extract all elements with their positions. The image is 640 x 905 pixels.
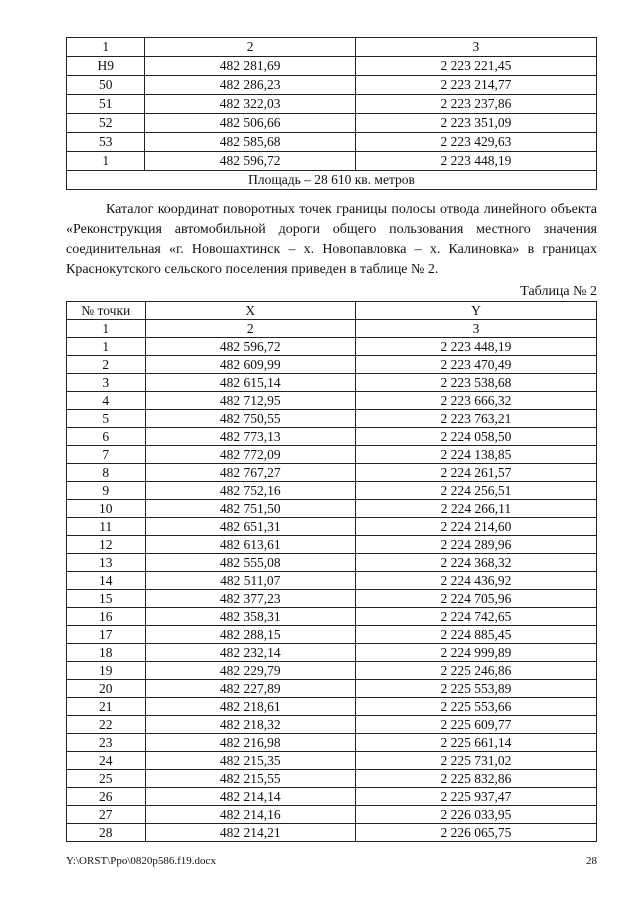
y-coordinate-cell: 2 225 609,77	[355, 716, 596, 734]
header-cell: 2	[145, 38, 355, 57]
point-number-cell: 7	[67, 446, 146, 464]
point-number-cell: 15	[67, 590, 146, 608]
y-coordinate-cell: 2 224 261,57	[355, 464, 596, 482]
y-coordinate-cell: 2 224 999,89	[355, 644, 596, 662]
table-row	[67, 374, 597, 392]
page-number: 28	[586, 855, 597, 867]
y-coordinate-cell: 2 223 237,86	[355, 95, 596, 114]
point-number-cell: 27	[67, 806, 146, 824]
point-number-cell: 8	[67, 464, 146, 482]
point-number-cell: 16	[67, 608, 146, 626]
table-row	[67, 554, 597, 572]
y-coordinate-cell: 2 223 214,77	[355, 76, 596, 95]
x-coordinate-cell: 482 358,31	[145, 608, 355, 626]
table-row	[67, 338, 597, 356]
point-number-cell: 10	[67, 500, 146, 518]
x-coordinate-cell: 482 506,66	[145, 114, 355, 133]
x-coordinate-cell: 482 772,09	[145, 446, 355, 464]
table-row	[67, 698, 597, 716]
x-coordinate-cell: 482 216,98	[145, 734, 355, 752]
table-header-row	[67, 38, 597, 57]
x-coordinate-cell: 482 712,95	[145, 392, 355, 410]
table-row	[67, 518, 597, 536]
table-row	[67, 788, 597, 806]
table-row	[67, 95, 597, 114]
point-number-cell: 25	[67, 770, 146, 788]
x-coordinate-cell: 482 585,68	[145, 133, 355, 152]
point-number-cell: 18	[67, 644, 146, 662]
x-coordinate-cell: 482 609,99	[145, 356, 355, 374]
x-coordinate-cell: 482 215,55	[145, 770, 355, 788]
x-coordinate-cell: 482 555,08	[145, 554, 355, 572]
table-row	[67, 114, 597, 133]
table-row	[67, 57, 597, 76]
point-number-cell: Н9	[67, 57, 145, 76]
point-number-cell: 19	[67, 662, 146, 680]
table-row	[67, 482, 597, 500]
y-coordinate-cell: 2 223 448,19	[355, 152, 596, 171]
point-number-cell: 52	[67, 114, 145, 133]
x-coordinate-cell: 482 596,72	[145, 152, 355, 171]
table-row	[67, 644, 597, 662]
table-row	[67, 626, 597, 644]
table-row	[67, 572, 597, 590]
table-row	[67, 152, 597, 171]
table-row	[67, 464, 597, 482]
point-number-cell: 11	[67, 518, 146, 536]
point-number-cell: 14	[67, 572, 146, 590]
point-number-cell: 1	[67, 338, 146, 356]
table-caption: Таблица № 2	[520, 284, 597, 299]
x-coordinate-cell: 482 651,31	[145, 518, 355, 536]
table-row	[67, 410, 597, 428]
y-coordinate-cell: 2 223 538,68	[355, 374, 596, 392]
table-row	[67, 680, 597, 698]
numbering-cell: 2	[145, 320, 355, 338]
y-coordinate-cell: 2 225 731,02	[355, 752, 596, 770]
x-coordinate-cell: 482 596,72	[145, 338, 355, 356]
table-row	[67, 770, 597, 788]
y-coordinate-cell: 2 225 832,86	[355, 770, 596, 788]
x-coordinate-cell: 482 751,50	[145, 500, 355, 518]
column-header-x: X	[145, 302, 355, 320]
table-row	[67, 662, 597, 680]
x-coordinate-cell: 482 218,61	[145, 698, 355, 716]
y-coordinate-cell: 2 224 256,51	[355, 482, 596, 500]
y-coordinate-cell: 2 224 266,11	[355, 500, 596, 518]
y-coordinate-cell: 2 224 058,50	[355, 428, 596, 446]
x-coordinate-cell: 482 288,15	[145, 626, 355, 644]
y-coordinate-cell: 2 224 138,85	[355, 446, 596, 464]
table-numbering-row	[67, 320, 597, 338]
point-number-cell: 51	[67, 95, 145, 114]
x-coordinate-cell: 482 215,35	[145, 752, 355, 770]
column-header-point: № точки	[67, 302, 146, 320]
y-coordinate-cell: 2 225 937,47	[355, 788, 596, 806]
x-coordinate-cell: 482 286,23	[145, 76, 355, 95]
numbering-cell: 3	[355, 320, 596, 338]
numbering-cell: 1	[67, 320, 146, 338]
x-coordinate-cell: 482 229,79	[145, 662, 355, 680]
table-row	[67, 824, 597, 842]
table-row	[67, 392, 597, 410]
y-coordinate-cell: 2 224 289,96	[355, 536, 596, 554]
y-coordinate-cell: 2 224 214,60	[355, 518, 596, 536]
y-coordinate-cell: 2 224 885,45	[355, 626, 596, 644]
x-coordinate-cell: 482 281,69	[145, 57, 355, 76]
y-coordinate-cell: 2 223 351,09	[355, 114, 596, 133]
x-coordinate-cell: 482 214,14	[145, 788, 355, 806]
y-coordinate-cell: 2 225 661,14	[355, 734, 596, 752]
point-number-cell: 24	[67, 752, 146, 770]
point-number-cell: 3	[67, 374, 146, 392]
point-number-cell: 21	[67, 698, 146, 716]
point-number-cell: 53	[67, 133, 145, 152]
y-coordinate-cell: 2 224 742,65	[355, 608, 596, 626]
x-coordinate-cell: 482 750,55	[145, 410, 355, 428]
point-number-cell: 12	[67, 536, 146, 554]
point-number-cell: 5	[67, 410, 146, 428]
table-row	[67, 76, 597, 95]
table-row	[67, 356, 597, 374]
coordinates-table-1	[66, 37, 597, 190]
y-coordinate-cell: 2 223 470,49	[355, 356, 596, 374]
y-coordinate-cell: 2 226 065,75	[355, 824, 596, 842]
column-header-y: Y	[355, 302, 596, 320]
x-coordinate-cell: 482 218,32	[145, 716, 355, 734]
point-number-cell: 4	[67, 392, 146, 410]
x-coordinate-cell: 482 227,89	[145, 680, 355, 698]
x-coordinate-cell: 482 613,61	[145, 536, 355, 554]
y-coordinate-cell: 2 225 246,86	[355, 662, 596, 680]
y-coordinate-cell: 2 224 368,32	[355, 554, 596, 572]
point-number-cell: 9	[67, 482, 146, 500]
y-coordinate-cell: 2 223 429,63	[355, 133, 596, 152]
x-coordinate-cell: 482 232,14	[145, 644, 355, 662]
table-row	[67, 716, 597, 734]
x-coordinate-cell: 482 773,13	[145, 428, 355, 446]
point-number-cell: 23	[67, 734, 146, 752]
footer-file-path: Y:\ORST\Ppo\0820p586.f19.docx	[66, 855, 216, 867]
table-row	[67, 536, 597, 554]
table-row	[67, 446, 597, 464]
point-number-cell: 20	[67, 680, 146, 698]
point-number-cell: 22	[67, 716, 146, 734]
y-coordinate-cell: 2 223 448,19	[355, 338, 596, 356]
table-row	[67, 428, 597, 446]
table-row	[67, 590, 597, 608]
table-row	[67, 806, 597, 824]
table-row	[67, 734, 597, 752]
point-number-cell: 50	[67, 76, 145, 95]
y-coordinate-cell: 2 224 436,92	[355, 572, 596, 590]
table-row	[67, 752, 597, 770]
point-number-cell: 13	[67, 554, 146, 572]
point-number-cell: 2	[67, 356, 146, 374]
x-coordinate-cell: 482 615,14	[145, 374, 355, 392]
point-number-cell: 1	[67, 152, 145, 171]
point-number-cell: 26	[67, 788, 146, 806]
coordinates-table-2	[66, 301, 597, 842]
table-row	[67, 133, 597, 152]
x-coordinate-cell: 482 214,21	[145, 824, 355, 842]
header-cell: 1	[67, 38, 145, 57]
x-coordinate-cell: 482 767,27	[145, 464, 355, 482]
x-coordinate-cell: 482 322,03	[145, 95, 355, 114]
y-coordinate-cell: 2 226 033,95	[355, 806, 596, 824]
point-number-cell: 17	[67, 626, 146, 644]
point-number-cell: 6	[67, 428, 146, 446]
table-header-row	[67, 302, 597, 320]
x-coordinate-cell: 482 214,16	[145, 806, 355, 824]
x-coordinate-cell: 482 752,16	[145, 482, 355, 500]
area-cell: Площадь – 28 610 кв. метров	[67, 171, 597, 190]
x-coordinate-cell: 482 377,23	[145, 590, 355, 608]
catalog-paragraph: Каталог координат поворотных точек границы полосы отвода линейного объекта «Реконструкция автомобильной дороги общего пользования местного значения соединительная «г. Новошахтинск – х. Новопавловка – х. Калиновка» в границах Краснокутского сельского поселения приведен в таблице № 2.	[66, 202, 597, 277]
x-coordinate-cell: 482 511,07	[145, 572, 355, 590]
header-cell: 3	[355, 38, 596, 57]
y-coordinate-cell: 2 225 553,66	[355, 698, 596, 716]
y-coordinate-cell: 2 224 705,96	[355, 590, 596, 608]
y-coordinate-cell: 2 223 221,45	[355, 57, 596, 76]
y-coordinate-cell: 2 225 553,89	[355, 680, 596, 698]
area-row	[67, 171, 597, 190]
y-coordinate-cell: 2 223 666,32	[355, 392, 596, 410]
y-coordinate-cell: 2 223 763,21	[355, 410, 596, 428]
point-number-cell: 28	[67, 824, 146, 842]
table-row	[67, 608, 597, 626]
table-row	[67, 500, 597, 518]
